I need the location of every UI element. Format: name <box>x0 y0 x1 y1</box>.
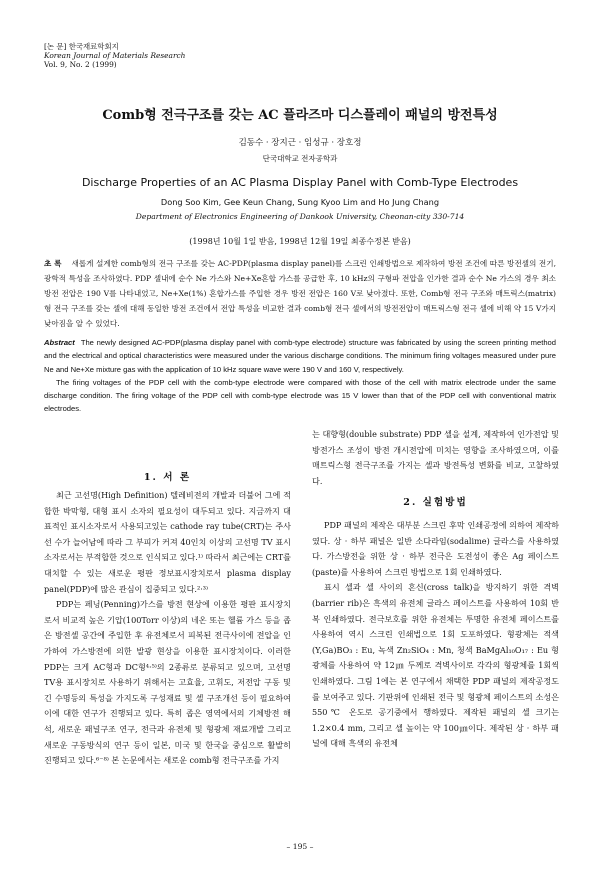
authors-korean: 김동수 · 장지근 · 임성규 · 장호정 <box>238 138 362 148</box>
section-methods-heading: 2. 실험방법 <box>403 497 468 509</box>
intro-paragraph-2: PDP는 페닝(Penning)가스를 방전 현상에 이용한 평판 표시장치로서 비교적 높은 기압(100Torr 이상)의 네온 또는 헬륨 가스 등을 좁은 방전셀 공간에 주입한 후 유전체로서 피복된 전극사이에 전압을 인가하여 가스방전에 의한 발광 현상을 이용한 표시장치이다. 이러한 PDP는 크게 AC형과 DC형⁴·⁵⁾의 2종류로 분류되고 있으며, 고선명 TV용 표시장치로 사용하기 위해서는 고효율, 고휘도, 저전압 구동 및 긴 수명등의 특성을 가지도록 구성재료 및 셀 구조개선 등이 필요하여 이에 대한 연구가 진행되고 있다. 특히 좁은 영역에서의 기체방전 해석, 새로운 패널구조 연구, 전극과 유전체 및 형광체 재료개발 그리고 새로운 구동방식의 연구 등이 일본, 미국 및 한국을 중심으로 활발히 진행되고 있다.⁶⁻⁸⁾ 본 논문에서는 새로운 comb형 전극구조를 가지 <box>44 599 291 766</box>
affiliation-korean: 단국대학교 전자공학과 <box>262 154 338 163</box>
section-introduction-heading: 1. 서 론 <box>143 472 192 483</box>
abstract-english-label: Abstract <box>44 338 75 347</box>
title-english: Discharge Properties of an AC Plasma Display Panel with Comb-Type Electrodes <box>81 176 519 189</box>
journal-name-en: Korean Journal of Materials Research <box>44 51 186 60</box>
abstract-korean-label: 초 록 <box>44 259 62 268</box>
abstract-english-p2: The firing voltages of the PDP cell with the comb-type electrode were compared with those of the cell with matrix electrode under the same discharge condition. The firing voltage of the PDP cell with comb-type electrode was 15 V lower than that of the PDP cell with conventional matrix electrodes. <box>44 377 556 414</box>
intro-paragraph-1: 최근 고선명(High Definition) 텔레비전의 개발과 더불어 그에 적합한 박막형, 대형 표시 소자의 필요성이 대두되고 있다. 지금까지 대표적인 표시소자로서 사용되고있는 cathode ray tube(CRT)는 주사선 수가 늘어남에 따라 그 부피가 커져 40인치 이상의 고선명 TV 표시 소자로서는 부적합한 것으로 인식되고 있다.¹⁾ 따라서 최근에는 CRT를 대치할 수 있는 새로운 평판 정보표시장치로서 plasma display panel(PDP)에 많은 관심이 집중되고 있다.²·³⁾ <box>44 490 291 594</box>
methods-paragraph-1: PDP 패널의 제작은 대부분 스크린 후막 인쇄공정에 의하여 제작하였다. 상 · 하부 패널은 일반 소다라임(sodalime) 글라스를 사용하였다. 가스방전을 위한 상 · 하부 전극은 도전성이 좋은 Ag 페이스트(paste)를 사용하여 스크린 방법으로 1회 인쇄하였다. <box>312 519 559 577</box>
abstract-english <box>44 336 556 416</box>
abstract-english-p1: The newly designed AC-PDP(plasma display panel with comb-type electrode) structure was fabricated by using the screen printing method and the electrical and optical characteristics were measured under the various discharge conditions. The minimum firing voltages measured under pure Ne and Ne+Xe mixture gas with the application of 10 kHz square wave were 190 V and 160 V, respectively. <box>44 338 556 374</box>
page-number: – 195 – <box>286 842 314 851</box>
right-column <box>312 427 559 752</box>
abstract-korean <box>44 256 556 331</box>
authors-english: Dong Soo Kim, Gee Keun Chang, Sung Kyoo Lim and Ho Jung Chang <box>160 197 440 207</box>
journal-header <box>44 42 185 69</box>
title-korean: Comb형 전극구조를 갖는 AC 플라즈마 디스플레이 패널의 방전특성 <box>102 108 498 123</box>
left-column <box>44 488 291 769</box>
methods-paragraph-2: 표시 셀과 셀 사이의 혼신(cross talk)을 방지하기 위한 격벽(barrier rib)은 흑색의 유전체 글라스 페이스트를 사용하여 10회 반복 인쇄하였다. 전극보호를 위한 유전체는 투명한 유전체 페이스트를 사용하여 역시 스크린 인쇄법으로 1회 도포하였다. 형광체는 적색 (Y,Ga)BO₃ : Eu, 녹색 Zn₂SiO₄ : Mn, 청색 BaMgAl₁₀O₁₇ : Eu 형광체를 사용하여 약 12㎛ 두께로 격벽사이로 각각의 형광체를 1회씩 인쇄하였다. 그림 1에는 본 연구에서 채택한 PDP 패널의 제작공정도를 보여주고 있다. 기판위에 인쇄된 전극 및 형광체 페이스트의 소성은 550℃ 온도로 공기중에서 행하였다. 제작된 패널의 셀 크기는 1.2×0.4 mm, 그리고 셀 높이는 약 100㎛이다. 제작된 상 · 하부 패널에 대해 흑색의 유전체 <box>312 582 559 749</box>
received-dates: (1998년 10월 1일 받음, 1998년 12월 19일 최종수정본 받음) <box>189 237 411 246</box>
intro-continuation: 는 대향형(double substrate) PDP 셀을 설계, 제작하여 인가전압 및 방전가스 조성이 방전 개시전압에 미치는 영향을 조사하였으며, 이를 매트릭스형 전극구조를 가지는 셀과 방전특성 변화를 비교, 고찰하였다. <box>312 429 559 486</box>
journal-volume: Vol. 9, No. 2 (1999) <box>44 60 117 69</box>
abstract-korean-text: 새롭게 설계한 comb형의 전극 구조를 갖는 AC-PDP(plasma display panel)를 스크린 인쇄방법으로 제작하여 방전 조건에 따른 방전셀의 전기, 광학적 특성을 조사하였다. PDP 셀내에 순수 Ne 가스와 Ne+Xe혼합 가스를 공급한 후, 10 kHz의 구형파 전압을 인가한 결과 순수 Ne 가스의 경우 최소 방전 전압은 190 V를 나타내었고, Ne+Xe(1%) 혼합가스를 주입한 경우 방전 전압은 160 V로 낮아졌다. 또한, Comb형 전극 구조와 매트릭스(matrix)형 전극 구조를 갖는 셀에 대해 동일한 방전 조건에서 전압 특성을 비교한 결과 comb형 전극 셀에서의 방전전압이 매트릭스형 전극 셀에 비해 약 15 V가지 낮아짐을 알 수 있었다. <box>44 259 557 328</box>
journal-type: [논 문] 한국재료학회지 <box>44 42 119 51</box>
affiliation-english: Department of Electronics Engineering of Dankook University, Cheonan-city 330-714 <box>135 212 465 221</box>
